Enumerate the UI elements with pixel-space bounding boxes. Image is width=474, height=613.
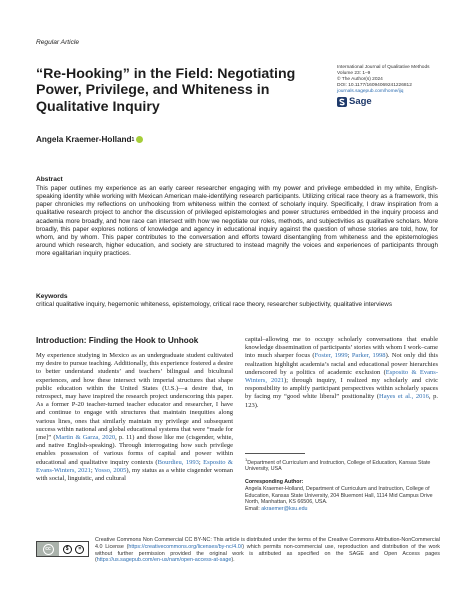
author-affiliation-mark: 1 [131, 136, 135, 143]
publisher-name: Sage [349, 96, 372, 107]
body-text: ); through inquiry, I realized my scholarly and civic responsibility to amplify participant perspectives within scholarly spaces by facing my “good white liberal” positionality ( [245, 377, 438, 401]
abstract-text: This paper outlines my experience as an early career researcher engaging with my power and privilege embedded in my white, English-speaking identity while working with Mexican American male-identifying research participants. Utilizing critical race theory as a framework, this paper chronicles my reflections on un/hooking from whiteness within the context of scholarly inquiry. Specifically, I draw inspiration from a qualitative research project to anchor the discussion of privileged epistemologies and power structures embedded in the inquiry process and academia more broadly, and how race can intersect with how we negotiate our roles, methods, and subjectivities as qualitative scholars. More broadly, this paper explores notions of knowledge and agency in educational inquiry against the question of whose stories are told, how, for whom, and by whom. This paper contributes to the conversation and efforts toward disentangling from whiteness and the epistemologies around which research, higher education, and society are structured to instead magnify the voices and experiences of participants through more egalitarian inquiry practices. [36, 185, 438, 258]
orcid-icon[interactable] [136, 136, 143, 143]
journal-doi[interactable]: DOI: 10.1177/16094069241226812 [337, 83, 412, 88]
body-text: My experience studying in Mexico as an undergraduate student cultivated my desire to pursue teaching. Additionally, this experience fostered a desire to better understand students’ and teachers’ bilingual and bicultural experiences, and how these intersect with imperial structures that shape public education within the United States (U.S.)—a desire that, in retrospect, may have inspired the research project underscoring this paper. As a former P-20 teacher-turned teacher educator and researcher, I have and continue to engage with structures that maintain inequities along various lines, ones that similarly maintain my privilege and subsequent success within national and global educational systems that were “made for [me]” ( [36, 352, 233, 442]
paper-title: “Re-Hooking” in the Field: Negotiating Power, Privilege, and Whiteness in Qualitative Inquiry [36, 66, 296, 115]
citation-link[interactable]: Hayes et al., 2016 [379, 393, 429, 401]
journal-volume: Volume 23: 1–9 [337, 71, 371, 76]
body-text: ). Not only did this realization highlight academia’s racial and educational power hierarchies underscored by a politics of academic exclusion ( [245, 352, 438, 376]
citation-link[interactable]: Martin & Garza, 2020 [55, 434, 116, 442]
citation-link[interactable]: Foster, 1999 [314, 352, 348, 360]
body-text: Creative Commons Non Commercial CC BY-NC: This article is distributed under the terms of the Creative Commons Attribution-NonCommercial 4.0 License ( [95, 537, 440, 550]
body-text: ; [198, 458, 204, 466]
attribution-icon: = [75, 545, 84, 554]
sage-s-icon [337, 97, 347, 107]
affiliation-footnote [245, 457, 440, 473]
affiliation-mark: 1 [245, 457, 248, 462]
corresponding-email-line [245, 506, 440, 513]
body-text: ), my status as a white cisgender woman with social, linguistic, and cultural [36, 466, 233, 483]
cc-license-badge[interactable] [36, 541, 89, 557]
author-name[interactable]: Angela Kraemer-Holland [36, 135, 132, 144]
citation-link[interactable]: Esposito & Evans-Winters, 2021 [36, 458, 233, 474]
body-text: ; [90, 466, 95, 474]
citation-link[interactable]: Parker, 1998 [351, 352, 386, 360]
body-text: ) which permits non-commercial use, reproduction and distribution of the work without further permission provided the original work is attributed as specified on the SAGE and Open Access pages ( [95, 543, 440, 564]
citation-link[interactable]: Esposito & Evans-Winters, 2021 [245, 368, 438, 385]
keywords-text: critical qualitative inquiry, hegemonic whiteness, epistemology, critical race theory, researcher subjectivity, qualitative interviews [36, 301, 392, 308]
footnote-divider [245, 453, 305, 454]
introduction-right-column [245, 336, 438, 410]
author-line [36, 135, 143, 144]
journal-copyright: © The Author(s) 2024 [337, 77, 383, 82]
article-type-label: Regular Article [36, 39, 79, 46]
citation-link[interactable]: https://us.sagepub.com/en-us/nam/open-access-at-sage [96, 557, 232, 564]
body-text: ; [347, 352, 352, 360]
corresponding-email[interactable]: akraemer@ksu.edu [261, 506, 308, 513]
noncommercial-icon: $ [63, 545, 72, 554]
citation-link[interactable]: Yosso, 2005 [94, 466, 127, 474]
journal-name: International Journal of Qualitative Methods [337, 65, 430, 70]
body-text: capital–allowing me to occupy scholarly conversations that enable knowledge dissemination of participants’ stories with whom I work–came into much sharper focus ( [245, 336, 438, 360]
keywords-heading: Keywords [36, 293, 68, 300]
introduction-heading: Introduction: Finding the Hook to Unhook [36, 336, 199, 345]
body-text: , p. 123). [245, 393, 438, 409]
citation-link[interactable]: https://creativecommons.org/licenses/by-nc/4.0/ [128, 543, 243, 550]
citation-link[interactable]: Bourdieu, 1993 [157, 458, 199, 466]
corresponding-address: Angela Kraemer-Holland, Department of Curriculum and Instruction, College of Education, Kansas State University, 204 Bluemont Hall, 1114 Mid Campus Drive North, Manhattan, KS 66506, USA. [245, 486, 433, 506]
affiliation-text: Department of Curriculum and Instruction, College of Education, Kansas State University, USA [245, 459, 431, 473]
license-text [95, 537, 440, 564]
journal-info [337, 65, 457, 95]
sage-logo [337, 96, 372, 107]
journal-url[interactable]: journals.sagepub.com/home/ijq [337, 89, 404, 94]
body-text: ). [231, 557, 235, 564]
cc-badge-icons [59, 545, 88, 554]
introduction-left-column [36, 352, 233, 483]
cc-logo [37, 542, 59, 556]
corresponding-author-heading: Corresponding Author: [245, 479, 304, 485]
cc-icon: cc [43, 544, 54, 555]
corresponding-author-details [245, 486, 440, 513]
email-label: Email: [245, 506, 262, 513]
body-text: , p. 11) and those like me (cisgender, white, and native English-speaking). Through interrogating how such privilege enables possession of various forms of capital and power within educational and qualitative inquiry contexts ( [36, 434, 234, 466]
abstract-heading: Abstract [36, 176, 63, 183]
